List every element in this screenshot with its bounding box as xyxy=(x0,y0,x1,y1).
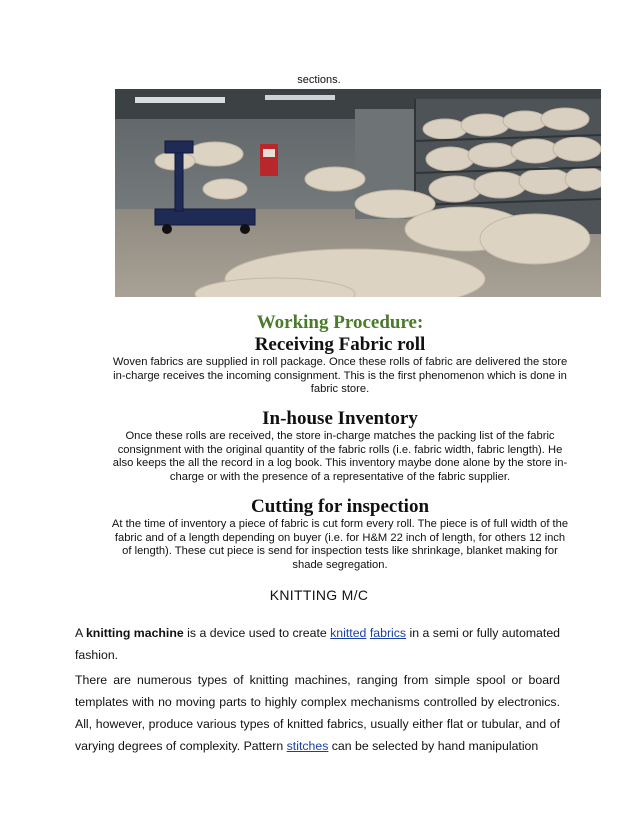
text-span: in a semi or fully automated fashion. xyxy=(75,626,560,662)
text-span: can be selected by hand manipulation xyxy=(328,739,539,753)
text-span: A xyxy=(75,626,86,640)
continued-text: sections. xyxy=(297,74,341,86)
section-text: Once these rolls are received, the store in-charge matches the packing list of the fabric consignment with the original quantity of the fabric rolls (i.e. fabric width, fabric length). He also keeps the all the record in a log book. This inventory maybe done alone by the store in-charge or with the presence of a representative of the fabric supplier. xyxy=(112,430,568,483)
section-in-house-inventory xyxy=(110,408,570,484)
knitting-heading: KNITTING M/C xyxy=(269,587,369,603)
section-heading: In-house Inventory xyxy=(262,408,418,429)
fabrics-link[interactable]: fabrics xyxy=(369,626,407,640)
bold-term: knitting machine xyxy=(85,626,184,640)
stitches-link[interactable]: stitches xyxy=(286,739,329,753)
knitting-intro-paragraph xyxy=(75,622,560,666)
knitted-link[interactable]: knitted xyxy=(330,626,367,640)
text-span: There are numerous types of knitting machines, ranging from simple spool or board templates with no moving parts to highly complex mechanisms controlled by electronics. All, however, produce various types of knitted fabrics, usually either flat or tubular, and of varying degrees of complexity. Pattern xyxy=(75,673,560,753)
text-span: is a device used to create xyxy=(183,626,331,640)
section-receiving-fabric-roll xyxy=(110,334,570,397)
section-text: Woven fabrics are supplied in roll package. Once these rolls of fabric are delivered the store in-charge receives the incoming consignment. This is the first phenomenon which is done in fabric store. xyxy=(112,356,568,396)
knitting-types-paragraph xyxy=(75,669,560,757)
section-cutting-for-inspection xyxy=(110,496,570,572)
fabric-store-photo xyxy=(115,89,601,297)
section-heading: Receiving Fabric roll xyxy=(254,334,426,355)
section-text: At the time of inventory a piece of fabric is cut form every roll. The piece is of full width of the fabric and of a length depending on buyer (i.e. for H&M 22 inch of length, for others 12 inch of length). These cut piece is send for inspection tests like shrinkage, blanket making for shade segregation. xyxy=(111,518,569,571)
section-heading: Cutting for inspection xyxy=(250,496,430,517)
working-procedure-title: Working Procedure: xyxy=(256,312,424,333)
